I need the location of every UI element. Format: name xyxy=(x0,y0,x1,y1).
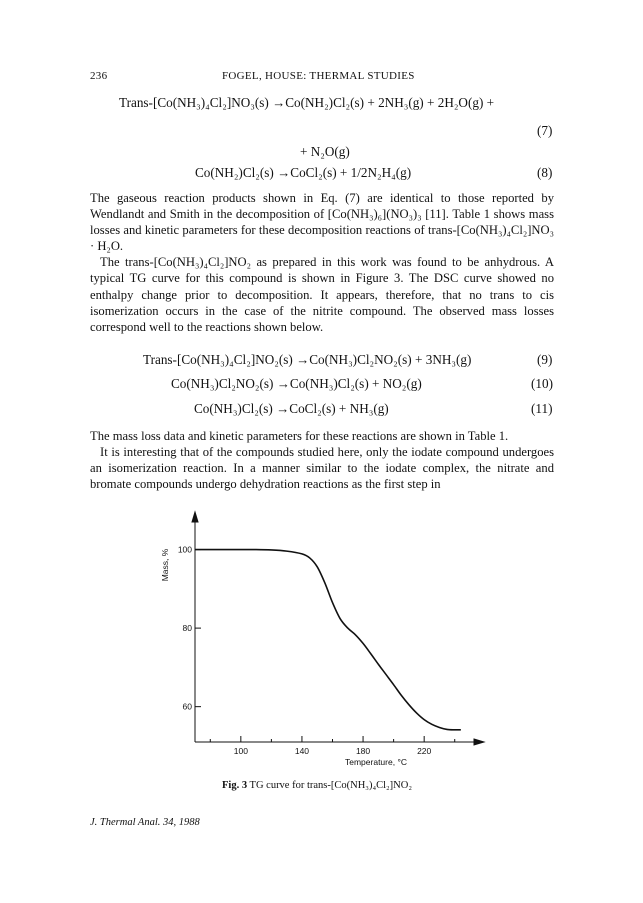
equation-11: Co(NH₃)Cl₂(s) →CoCl₂(s) + NH₃(g) xyxy=(194,401,389,416)
mass-loss-curve xyxy=(195,550,461,730)
equation-7-line-1: Trans-[Co(NH₃)₄Cl₂]NO₃(s) →Co(NH₂)Cl₂(s) + 2NH₃(g) + 2H₂O(g) + xyxy=(119,95,495,110)
equation-8-number: (8) xyxy=(537,165,553,180)
text-block-2 xyxy=(90,428,554,492)
x-axis-arrow xyxy=(474,739,484,745)
y-tick-label: 100 xyxy=(177,544,192,555)
paragraph-2: The trans-[Co(NH₃)₄Cl₂]NO₂ as prepared in this work was found to be anhydrous. A typical TG curve for this compound is shown in Figure 3. The DSC curve showed no enthalpy change prior to decomposition. It appears, therefore, that no trans to cis isomerization occurs in the case of the nitrite compound. The observed mass losses correspond well to the reactions shown below. xyxy=(90,255,554,334)
y-axis-label: Mass, % xyxy=(160,548,170,582)
figure-caption xyxy=(222,780,412,791)
running-title: FOGEL, HOUSE: THERMAL STUDIES xyxy=(222,70,415,82)
equation-7-number: (7) xyxy=(537,123,553,138)
x-tick-label: 140 xyxy=(294,746,310,756)
y-tick-label: 60 xyxy=(182,701,192,712)
figure-caption-label: Fig. 3 xyxy=(222,780,248,791)
paragraph-3: The mass loss data and kinetic parameters for these reactions are shown in Table 1. xyxy=(90,429,509,443)
chart-labels xyxy=(178,545,432,756)
chart-axes xyxy=(192,512,484,745)
journal-footer: J. Thermal Anal. 34, 1988 xyxy=(90,817,200,828)
paragraph-4: It is interesting that of the compounds studied here, only the iodate compound undergoes an isomerization reaction. In a manner similar to the iodate complex, the nitrate and bromate compounds undergo dehydration reactions as the first step in xyxy=(90,445,554,492)
y-axis-arrow xyxy=(192,512,198,522)
equation-9: Trans-[Co(NH₃)₄Cl₂]NO₂(s) →Co(NH₃)Cl₂NO₂(s) + 3NH₃(g) xyxy=(143,352,472,367)
page-number: 236 xyxy=(90,70,108,82)
equation-8: Co(NH₂)Cl₂(s) →CoCl₂(s) + 1/2N₂H₄(g) xyxy=(195,165,412,180)
x-axis-label: Temperature, °C xyxy=(345,757,407,767)
tg-curve-chart xyxy=(150,508,490,770)
equation-10: Co(NH₃)Cl₂NO₂(s) →Co(NH₃)Cl₂(s) + NO₂(g) xyxy=(171,376,422,391)
equation-10-number: (10) xyxy=(531,376,553,391)
paragraph-1: The gaseous reaction products shown in Eq. (7) are identical to those reported by Wendlandt and Smith in the decomposition of [Co(NH₃)₆](NO₃)₃ [11]. Table 1 shows mass losses and kinetic parameters for these decomposition reactions of trans-[Co(NH₃)₄Cl₂]NO₃ · H₂O. xyxy=(90,191,554,254)
x-tick-label: 180 xyxy=(355,746,371,756)
equation-7-line-2: + N₂O(g) xyxy=(300,144,350,159)
y-tick-label: 80 xyxy=(182,623,192,634)
equation-11-number: (11) xyxy=(531,401,553,416)
text-block-1 xyxy=(90,190,554,335)
equation-9-number: (9) xyxy=(537,352,553,367)
figure-caption-text: TG curve for trans-[Co(NH₃)₄Cl₂]NO₂ xyxy=(249,780,413,791)
x-tick-label: 100 xyxy=(233,746,248,756)
x-tick-label: 220 xyxy=(417,746,432,756)
